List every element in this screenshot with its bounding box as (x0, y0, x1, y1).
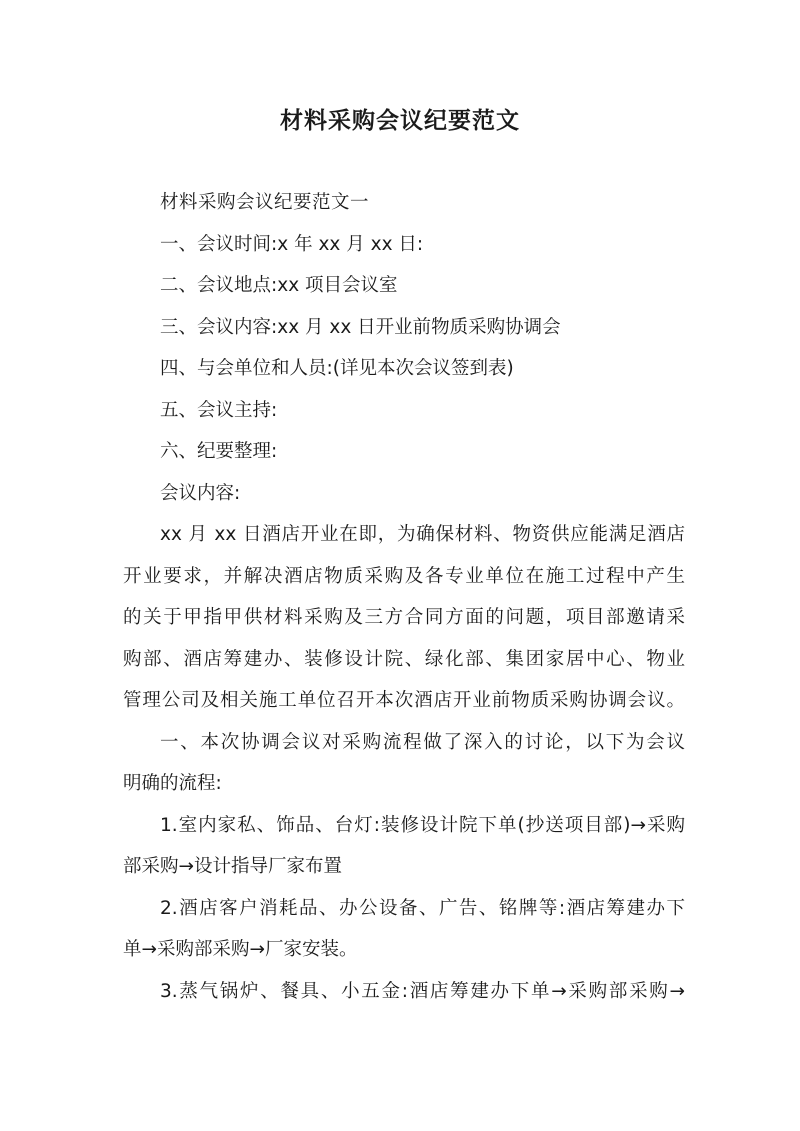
field-label: 六、纪要整理 (160, 441, 272, 462)
document-body (123, 182, 685, 1012)
list-item-line: 单→采购部采购→厂家安装。 (123, 939, 358, 960)
field-label: 三、会议内容 (160, 316, 272, 338)
list-item-line: 部采购→设计指导厂家布置 (123, 856, 343, 877)
field-attendees (123, 348, 685, 390)
field-value: :xx 项目会议室 (271, 275, 398, 296)
field-label: 四、与会单位和人员 (160, 358, 327, 379)
paragraph-line: 购部、酒店筹建办、装修设计院、绿化部、集团家居中心、物业 (123, 648, 685, 670)
list-item-line: 1.室内家私、饰品、台灯:装修设计院下单(抄送项目部)→采购 (160, 814, 685, 836)
field-value: :xx 月 xx 日开业前物质采购协调会 (271, 316, 561, 338)
paragraph-line: 明确的流程: (123, 773, 222, 794)
field-label: 五、会议主持 (160, 399, 272, 421)
document-title: 材料采购会议纪要范文 (280, 108, 520, 134)
list-item-line: 3.蒸气锅炉、餐具、小五金:酒店筹建办下单→采购部采购→ (160, 980, 685, 1002)
list-item-line: 2.酒店客户消耗品、办公设备、广告、铭牌等:酒店筹建办下 (160, 897, 685, 919)
paragraph-line: 管理公司及相关施工单位召开本次酒店开业前物质采购协调会议。 (123, 690, 685, 711)
field-label: 二、会议地点 (160, 275, 272, 296)
field-label: 一、会议时间 (160, 233, 272, 255)
section-label: 会议内容: (160, 482, 241, 504)
field-value: : (271, 441, 278, 462)
paragraph-line: 一、本次协调会议对采购流程做了深入的讨论，以下为会议 (160, 731, 685, 753)
field-meeting-time (123, 224, 685, 266)
paragraph-line: 的关于甲指甲供材料采购及三方合同方面的问题，项目部邀请采 (123, 607, 685, 628)
field-value: :x 年 xx 月 xx 日: (271, 233, 424, 255)
document-subtitle: 材料采购会议纪要范文一 (160, 192, 370, 213)
field-value: : (271, 399, 278, 421)
paragraph-line: xx 月 xx 日酒店开业在即，为确保材料、物资供应能满足酒店 (160, 524, 685, 545)
field-minutes-recorder (123, 431, 685, 473)
paragraph-line: 开业要求，并解决酒店物质采购及各专业单位在施工过程中产生 (123, 565, 685, 587)
field-meeting-place (123, 265, 685, 307)
field-host (123, 390, 685, 432)
field-value: :(详见本次会议签到表) (326, 358, 514, 379)
field-meeting-content (123, 307, 685, 349)
